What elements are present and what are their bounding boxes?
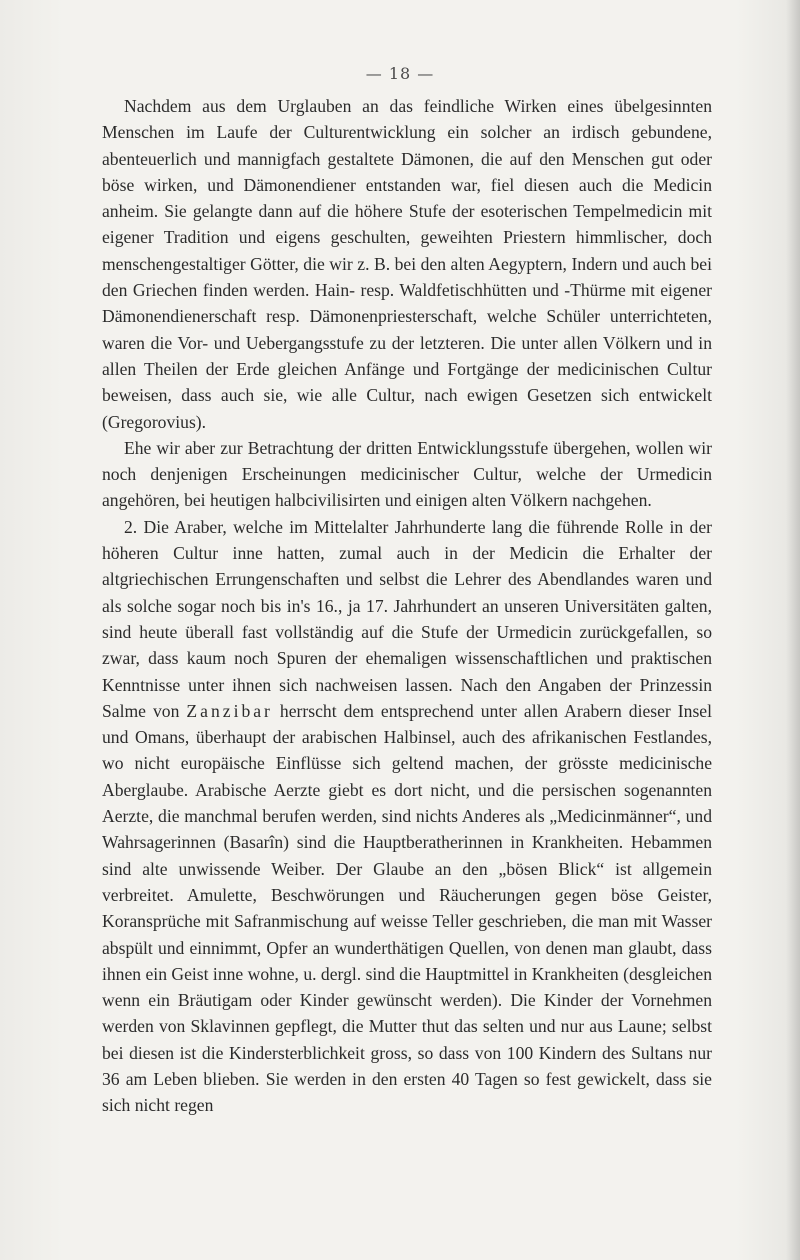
paragraph-3-end: herrscht dem entsprechend unter allen Arabern dieser Insel und Omans, überhaupt der arabischen Halbinsel, auch des afrikanischen Festlandes, wo nicht europäische Einflüsse sich geltend machen, der grösste medicinische Aberglaube. Arabische Aerzte giebt es dort nicht, und die persischen sogenannten Aerzte, die manchmal berufen werden, sind nichts Anderes als „Medicinmänner“, und Wahrsagerinnen (Basarîn) sind die Hauptberatherinnen in Krankheiten. Hebammen sind alte unwissende Weiber. Der Glaube an den „bösen Blick“ ist allgemein verbreitet. Amulette, Beschwörungen und Räucherungen gegen böse Geister, Koransprüche mit Safranmischung auf weisse Teller geschrieben, die man mit Wasser abspült und einnimmt, Opfer an wunderthätigen Quellen, von denen man glaubt, dass ihnen ein Geist inne wohne, u. dergl. sind die Hauptmittel in Krankheiten (desgleichen wenn ein Bräutigam oder Kinder gewünscht werden). Die Kinder der Vornehmen werden von Sklavinnen gepflegt, die Mutter thut das selten und nur aus Laune; selbst bei diesen ist die Kindersterblichkeit gross, so dass von 100 Kindern des Sultans nur 36 am Leben blieben. Sie werden in den ersten 40 Tagen so fest gewickelt, dass sie sich nicht regen bbox=[102, 700, 713, 1116]
body-text bbox=[102, 93, 712, 1119]
paragraph-2: Ehe wir aber zur Betrachtung der dritten Entwicklungsstufe übergehen, wollen wir noch denjenigen Erscheinungen medicinischer Cultur, welche der Urmedicin angehören, bei heutigen halbcivilisirten und einigen alten Völkern nachgehen. bbox=[102, 437, 712, 511]
page-number: — 18 — bbox=[365, 64, 435, 83]
spaced-place-name: Zanzibar bbox=[186, 700, 273, 721]
paragraph-3-start: 2. Die Araber, welche im Mittelalter Jahrhunderte lang die führende Rolle in der höheren Cultur inne hatten, zumal auch in der Medicin die Erhalter der altgriechischen Errungenschaften und selbst die Lehrer des Abendlandes waren und als solche sogar noch bis in's 16., ja 17. Jahrhundert an unseren Universitäten galten, sind heute überall fast vollständig auf die Stufe der Urmedicin zurückgefallen, so zwar, dass kaum noch Spuren der ehemaligen wissenschaftlichen und praktischen Kenntnisse unter ihnen sich nachweisen lassen. Nach den Angaben der Prinzessin Salme von bbox=[102, 516, 712, 721]
page-edge-shadow bbox=[786, 0, 800, 1260]
paragraph-3 bbox=[102, 514, 712, 1119]
paragraph-1: Nachdem aus dem Urglauben an das feindliche Wirken eines übelgesinnten Menschen im Laufe der Culturentwicklung ein solcher an irdisch gebundene, abenteuerlich und mannigfach gestaltete Dämonen, die auf den Menschen gut oder böse wirken, und Dämonendiener entstanden war, fiel diesen auch die Medicin anheim. Sie gelangte dann auf die höhere Stufe der esoterischen Tempelmedicin mit eigener Tradition und eigens geschulten, geweihten Priestern himmlischer, doch menschengestaltiger Götter, die wir z. B. bei den alten Aegyptern, Indern und auch bei den Griechen finden werden. Hain- resp. Waldfetischhütten und -Thürme mit eigener Dämonendienerschaft resp. Dämonenpriesterschaft, welche Schüler unterrichteten, waren die Vor- und Uebergangsstufe zu der letzteren. Die unter allen Völkern und in allen Theilen der Erde gleichen Anfänge und Fortgänge der medicinischen Cultur beweisen, dass auch sie, wie alle Cultur, nach ewigen Gesetzen sich entwickelt (Gregorovius). bbox=[102, 96, 712, 432]
